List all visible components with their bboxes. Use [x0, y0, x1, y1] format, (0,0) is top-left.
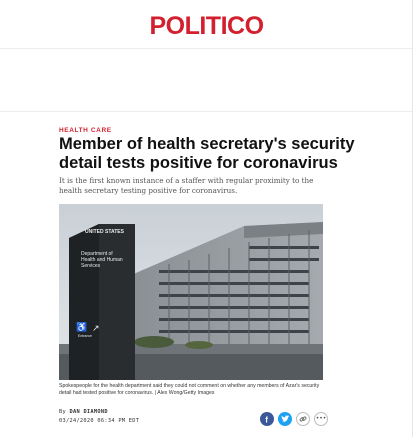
politico-logo[interactable]: POLITICO	[149, 12, 264, 40]
sign-line-2: Department of	[81, 251, 113, 257]
link-icon[interactable]	[296, 412, 310, 426]
sign-text	[81, 251, 133, 269]
byline	[59, 409, 108, 415]
facebook-icon[interactable]	[260, 412, 274, 426]
twitter-icon[interactable]	[278, 412, 292, 426]
sign-line-4: Services	[81, 263, 101, 269]
ad-space	[0, 49, 413, 112]
article-headline: Member of health secretary's security detail tests positive for coronavirus	[59, 135, 355, 172]
author-name[interactable]: DAN DIAMOND	[69, 409, 108, 415]
site-header	[0, 0, 413, 49]
sign-line-1: UNITED STATES	[85, 229, 124, 235]
more-label: •••	[315, 415, 327, 422]
sign-line-3: Health and Human	[81, 257, 123, 263]
article-dek: It is the first known instance of a staffer with regular proximity to the health secretary testing positive for coronavirus.	[59, 176, 314, 195]
photo-caption: Spokespeople for the health department said they could not comment on whether any members of Azar's security detail had tested positive for coronavirus. | Alex Wong/Getty Images	[59, 383, 320, 396]
article-photo	[59, 204, 323, 380]
arrow-icon: ↗	[92, 323, 100, 333]
more-icon[interactable]	[314, 412, 328, 426]
sign-entrance-label: Entrance	[78, 334, 93, 338]
section-label[interactable]: HEALTH CARE	[59, 127, 112, 134]
byline-prefix: By	[59, 409, 66, 415]
svg-text:f: f	[265, 415, 268, 423]
accessibility-icon: ♿	[76, 322, 88, 332]
publish-date: 03/24/2020 06:34 PM EDT	[59, 418, 140, 424]
share-bar	[260, 412, 328, 428]
